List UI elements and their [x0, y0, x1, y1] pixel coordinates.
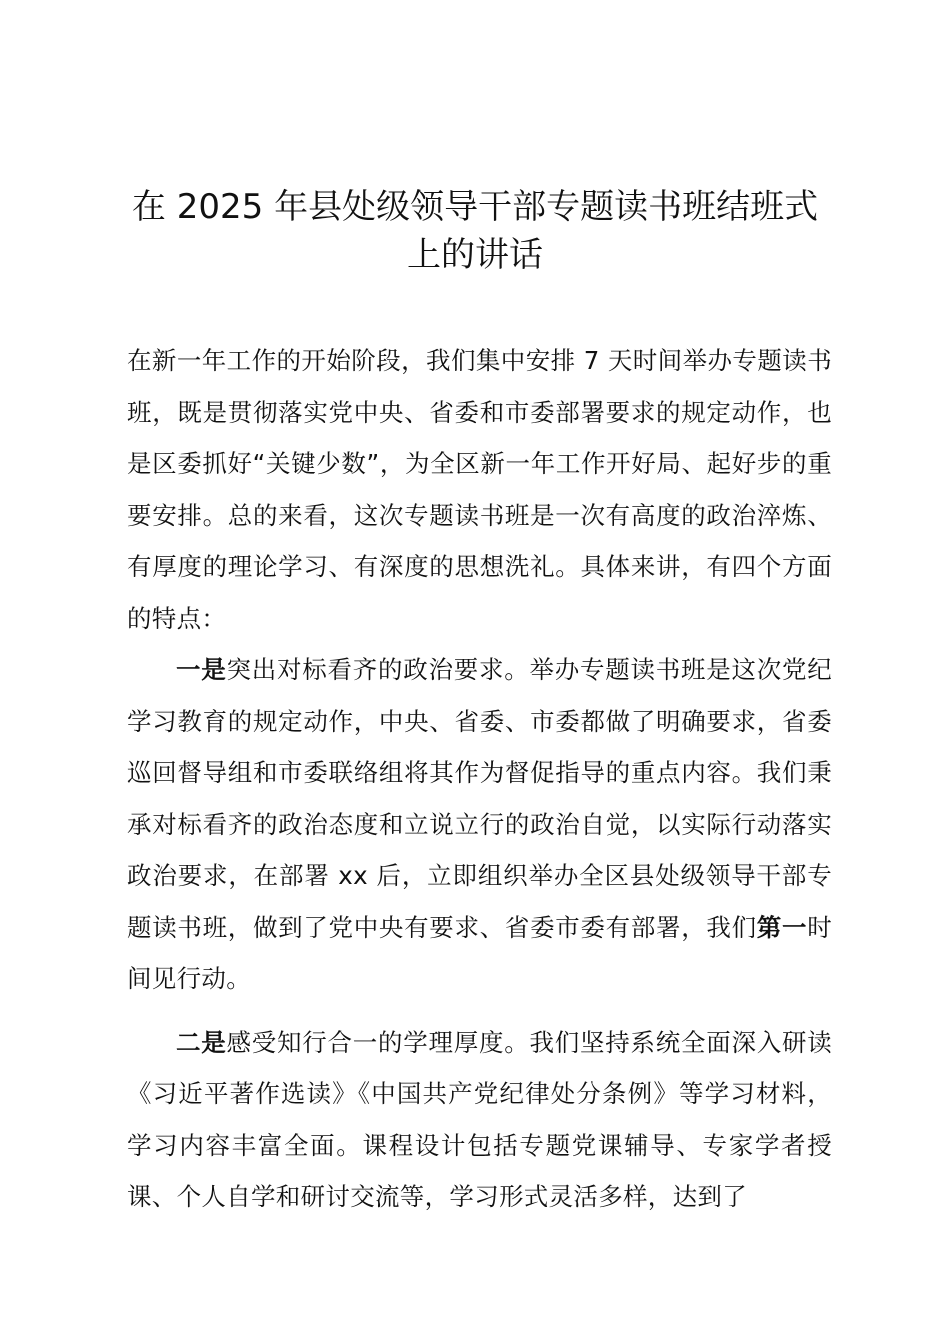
point-one-text: 突出对标看齐的政治要求。举办专题读书班是这次党纪学习教育的规定动作，中央、省委、市委都做了明确要求，省委巡回督导组和市委联络组将其作为督促指导的重点内容。我们秉承对标看齐的政治态度和立说立行的政治自觉，以实际行动落实政治要求，在部署 xx 后，立即组织举办全区县处级领导干部专题读书班，做到了党中央有要求、省委市委有部署，我们: [127, 655, 832, 942]
title-line-2: 上的讲话: [407, 235, 543, 275]
point-one-lead: 一是: [176, 655, 227, 684]
document-body: [127, 335, 832, 1223]
point-one-paragraph: [127, 644, 832, 1005]
point-two-text: 感受知行合一的学理厚度。我们坚持系统全面深入研读《习近平著作选读》《中国共产党纪律处分条例》等学习材料，学习内容丰富全面。课程设计包括专题党课辅导、专家学者授课、个人自学和研讨交流等，学习形式灵活多样，达到了: [127, 1027, 832, 1211]
point-two-lead: 二是: [176, 1027, 227, 1057]
intro-paragraph: 在新一年工作的开始阶段，我们集中安排 7 天时间举办专题读书班，既是贯彻落实党中央、省委和市委部署要求的规定动作，也是区委抓好“关键少数”，为全区新一年工作开好局、起好步的重要安排。总的来看，这次专题读书班是一次有高度的政治淬炼、有厚度的理论学习、有深度的思想洗礼。具体来讲，有四个方面的特点：: [127, 346, 832, 633]
point-two-paragraph: [127, 1017, 832, 1223]
document-title: [0, 183, 950, 279]
title-line-1: 在 2025 年县处级领导干部专题读书班结班式: [131, 187, 819, 227]
point-one-emphasis: 第一: [756, 912, 808, 942]
point-one-tail: 时间见行动。: [127, 912, 832, 993]
